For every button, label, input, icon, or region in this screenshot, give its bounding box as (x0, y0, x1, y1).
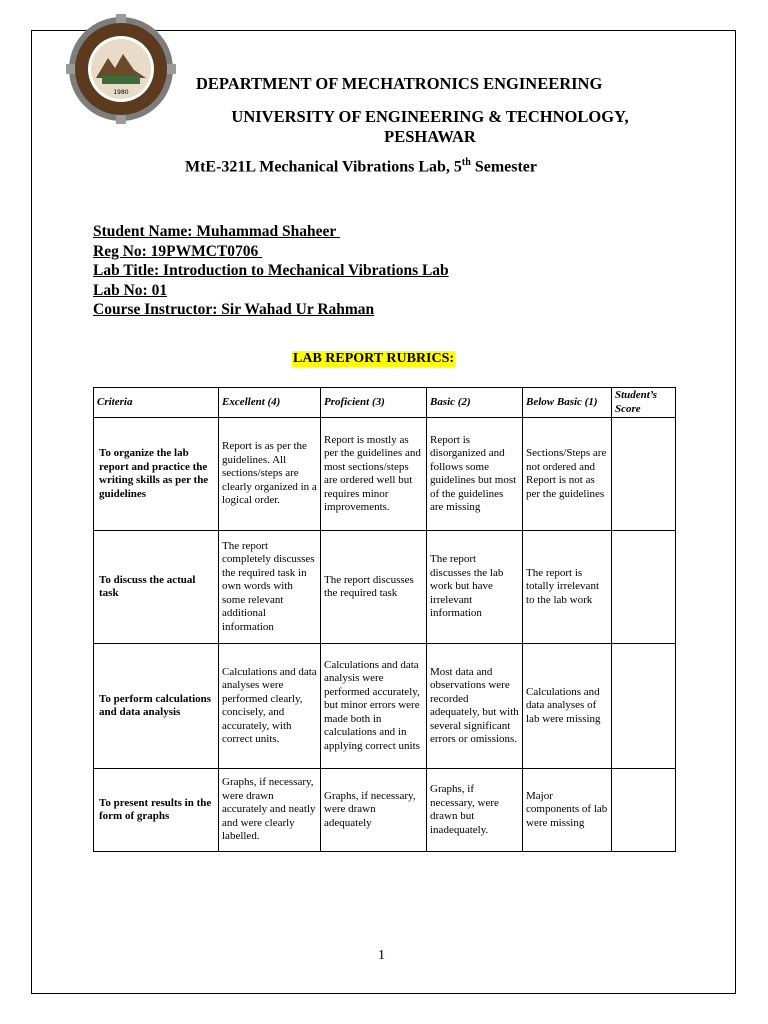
below-basic-cell: Sections/Steps are not ordered and Report is not as per the guidelines (523, 418, 612, 531)
header-criteria: Criteria (94, 388, 219, 418)
proficient-cell: The report discusses the required task (321, 531, 427, 644)
proficient-cell: Report is mostly as per the guidelines and most sections/steps are ordered well but requires minor improvements. (321, 418, 427, 531)
header-basic: Basic (2) (427, 388, 523, 418)
below-basic-cell: Calculations and data analyses of lab were missing (523, 644, 612, 769)
rubric-table (93, 387, 676, 852)
below-basic-cell: The report is totally irrelevant to the lab work (523, 531, 612, 644)
department-heading: DEPARTMENT OF MECHATRONICS ENGINEERING (196, 74, 603, 93)
excellent-cell: Calculations and data analyses were performed clearly, concisely, and accurately, with correct units. (219, 644, 321, 769)
score-cell[interactable] (612, 418, 676, 531)
score-cell[interactable] (612, 644, 676, 769)
header-proficient: Proficient (3) (321, 388, 427, 418)
svg-text:1980: 1980 (113, 89, 129, 96)
university-heading: UNIVERSITY OF ENGINEERING & TECHNOLOGY, PESHAWAR (231, 107, 629, 146)
course-heading: MtE-321L Mechanical Vibrations Lab, 5th Semester (185, 157, 537, 176)
course-instructor: Course Instructor: Sir Wahad Ur Rahman (93, 301, 375, 318)
student-info (93, 222, 449, 320)
header-score: Student’s Score (612, 388, 676, 418)
header-below-basic: Below Basic (1) (523, 388, 612, 418)
excellent-cell: The report completely discusses the required task in own words with some relevant additional information (219, 531, 321, 644)
basic-cell: Graphs, if necessary, were drawn but inadequately. (427, 769, 523, 852)
score-cell[interactable] (612, 769, 676, 852)
proficient-cell: Graphs, if necessary, were drawn adequately (321, 769, 427, 852)
student-name: Student Name: Muhammad Shaheer (93, 223, 340, 240)
header-excellent: Excellent (4) (219, 388, 321, 418)
table-header-row (94, 388, 676, 418)
lab-title: Lab Title: Introduction to Mechanical Vibrations Lab (93, 262, 449, 279)
score-cell[interactable] (612, 531, 676, 644)
basic-cell: Most data and observations were recorded adequately, but with several significant errors or omissions. (427, 644, 523, 769)
basic-cell: Report is disorganized and follows some guidelines but most of the guidelines are missing (427, 418, 523, 531)
table-row (94, 769, 676, 852)
lab-number: Lab No: 01 (93, 281, 168, 299)
reg-number: Reg No: 19PWMCT0706 (93, 242, 263, 260)
page-number: 1 (378, 948, 385, 963)
university-logo (62, 14, 180, 124)
below-basic-cell: Major components of lab were missing (523, 769, 612, 852)
excellent-cell: Graphs, if necessary, were drawn accurately and neatly and were clearly labelled. (219, 769, 321, 852)
basic-cell: The report discusses the lab work but have irrelevant information (427, 531, 523, 644)
excellent-cell: Report is as per the guidelines. All sections/steps are clearly organized in a logical order. (219, 418, 321, 531)
criteria-cell: To present results in the form of graphs (94, 769, 219, 852)
table-row (94, 418, 676, 531)
criteria-cell: To organize the lab report and practice the writing skills as per the guidelines (94, 418, 219, 531)
table-row (94, 644, 676, 769)
proficient-cell: Calculations and data analysis were performed accurately, but minor errors were made both in calculations and in applying correct units (321, 644, 427, 769)
rubric-title: LAB REPORT RUBRICS: (293, 351, 455, 366)
criteria-cell: To perform calculations and data analysis (94, 644, 219, 769)
criteria-cell: To discuss the actual task (94, 531, 219, 644)
table-row (94, 531, 676, 644)
